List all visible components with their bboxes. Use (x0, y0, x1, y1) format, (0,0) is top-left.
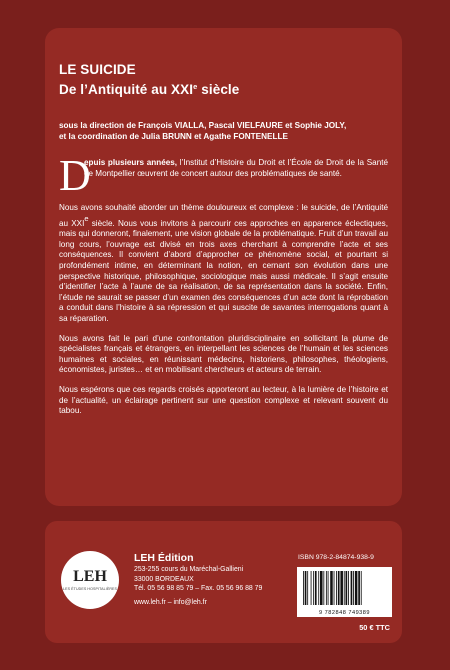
drop-cap: D (59, 151, 91, 200)
editors (59, 120, 388, 142)
publisher-phone: Tél. 05 56 98 85 79 – Fax. 05 56 96 88 79 (134, 585, 263, 593)
blurb-paragraph-2: Nous avons souhaité aborder un thème douloureux et complexe : le suicide, de l’Antiquité au XXIe siècle. Nous vous invitons à parcourir ces approches en apparence éclectiques, mais qui donneront, finalement, une vision globale de la problématique. Fruit d’un travail au long cours, l’ouvrage est divisé en trois axes cherchant à comprendre l’acte et ses conséquences. Il convient d’abord d’approcher ce phénomène social, et pourtant si profondément intime, en déterminant la notion, en cernant son évolution dans une perspective historique, philosophique, sociologique mais aussi médicale. Il s’agit ensuite d’identifier l’acte à l’aune de sa réalisation, de sa représentation dans la société. Enfin, l’étude ne saurait se passer d’un examen des conséquences d’un acte dont la réprobation a conduit dans l’histoire à sa répression et qui suscite de savantes interrogations quant à sa réparation. (59, 203, 388, 323)
barcode-digits: 9 782848 749389 (318, 610, 371, 616)
blurb-paragraph-3: Nous avons fait le pari d’une confrontation pluridisciplinaire en sollicitant la plume de spécialistes français et étrangers, en interpellant les sciences de l’humain et les sciences humaines et sociales, en réunissant médecins, historiens, philosophes, théologiens, économistes, juristes… et en mobilisant chercheurs et acteurs de terrain. (59, 333, 388, 375)
title-line-2: De l’Antiquité au XXIe siècle (59, 82, 240, 97)
editors-line-2: et la coordination de Julia BRUNN et Agathe FONTENELLE (59, 132, 288, 141)
price: 50 € TTC (359, 623, 390, 632)
isbn-label: ISBN 978-2-84874-938-9 (298, 554, 374, 561)
blurb-paragraph-1: D epuis plusieurs années, l’Institut d’Histoire du Droit et l’École de Droit de la Santé de Montpellier œuvrent de concert autour des problématiques de santé. (59, 151, 388, 200)
lead-bold: epuis plusieurs années, (84, 158, 178, 167)
blurb-paragraph-4: Nous espérons que ces regards croisés apporteront au lecteur, à la lumière de l’histoire et de l’actualité, un éclairage pertinent sur une question complexe et relevant souvent du tabou. (59, 384, 388, 416)
publisher-info (134, 551, 262, 607)
blurb (59, 151, 388, 417)
barcode-bars (297, 567, 392, 609)
title-line-1: LE SUICIDE (59, 62, 136, 77)
editors-line-1: sous la direction de François VIALLA, Pascal VIELFAURE et Sophie JOLY, (59, 121, 347, 130)
publisher-address-2: 33000 BORDEAUX (134, 575, 194, 583)
barcode (297, 567, 392, 617)
publisher-footer (45, 521, 402, 643)
publisher-name: LEH Édition (134, 552, 194, 564)
publisher-logo: LEH LES ÉTUDES HOSPITALIÈRES (61, 551, 119, 609)
book-title (59, 61, 388, 98)
publisher-address-1: 253-255 cours du Maréchal-Gallieni (134, 566, 244, 573)
publisher-web: www.leh.fr – info@leh.fr (134, 598, 207, 606)
back-cover-panel (45, 28, 402, 506)
